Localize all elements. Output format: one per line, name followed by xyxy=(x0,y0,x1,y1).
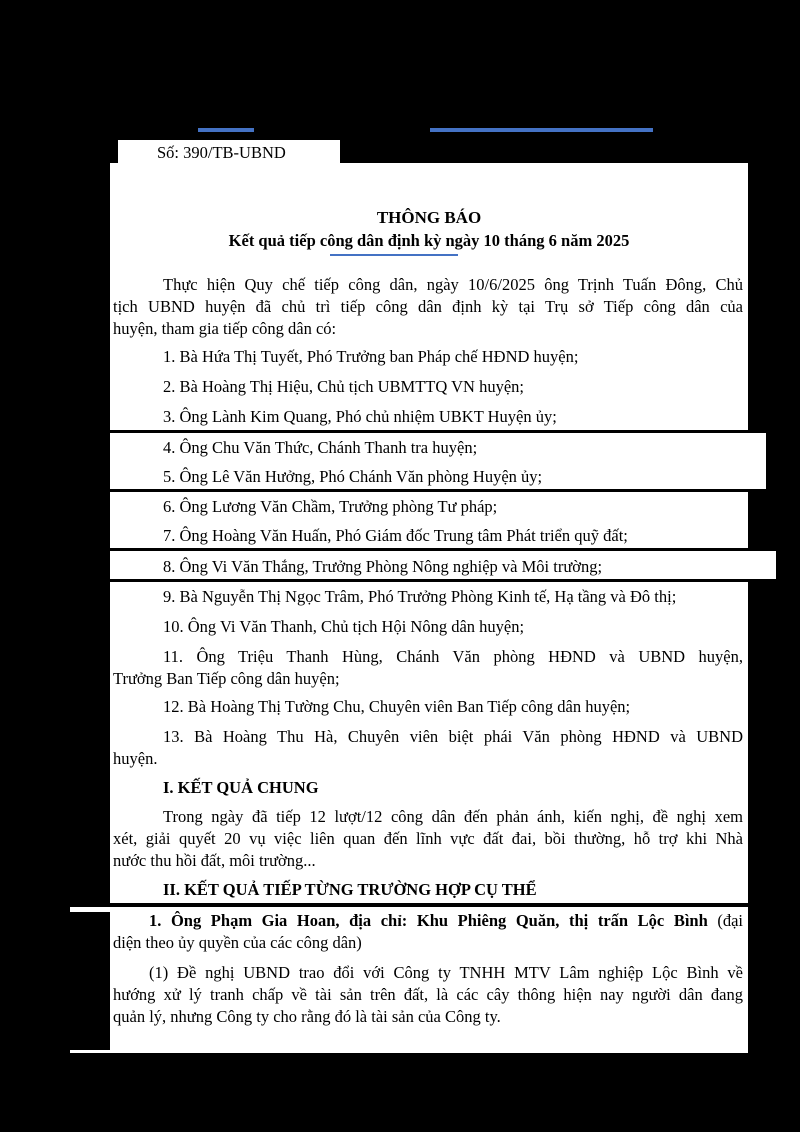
participant-11 xyxy=(113,646,743,690)
case-1-line-1 xyxy=(113,910,743,932)
notice-subtitle: Kết quả tiếp công dân định kỳ ngày 10 tháng 6 năm 2025 xyxy=(228,231,630,250)
section-1-heading: I. KẾT QUẢ CHUNG xyxy=(163,778,319,797)
request-line-1: (1) Đề nghị UBND trao đổi với Công ty TNHH MTV Lâm nghiệp Lộc Bình về xyxy=(149,963,743,982)
intro-line-1: Thực hiện Quy chế tiếp công dân, ngày 10/6/2025 ông Trịnh Tuấn Đông, Chủ xyxy=(163,275,743,294)
document-number: Số: 390/TB-UBND xyxy=(157,143,286,162)
case-1-name: 1. Ông Phạm Gia Hoan, địa chỉ: Khu Phiêng Quăn, thị trấn Lộc Bình xyxy=(149,911,708,930)
participant-9: 9. Bà Nguyễn Thị Ngọc Trâm, Phó Trưởng Phòng Kinh tế, Hạ tầng và Đô thị; xyxy=(163,587,677,606)
participant-8: 8. Ông Vi Văn Thắng, Trưởng Phòng Nông nghiệp và Môi trường; xyxy=(163,557,603,576)
left-margin-block xyxy=(70,912,110,1050)
participant-12: 12. Bà Hoàng Thị Tường Chu, Chuyên viên Ban Tiếp công dân huyện; xyxy=(163,697,631,716)
case-1-suffix: (đại xyxy=(707,911,744,930)
section-2-heading: II. KẾT QUẢ TIẾP TỪNG TRƯỜNG HỢP CỤ THỂ xyxy=(163,880,537,899)
intro-paragraph xyxy=(113,274,743,340)
section-1-paragraph xyxy=(113,806,743,872)
participant-1: 1. Bà Hứa Thị Tuyết, Phó Trưởng ban Pháp chế HĐND huyện; xyxy=(163,347,579,366)
participant-13-line-1: 13. Bà Hoàng Thu Hà, Chuyên viên biệt phái Văn phòng HĐND và UBND xyxy=(163,727,743,746)
intro-line-3: huyện, tham gia tiếp công dân có: xyxy=(113,319,337,338)
participant-11-line-2: Trưởng Ban Tiếp công dân huyện; xyxy=(113,669,340,688)
case-1-line-2: diện theo ủy quyền của các công dân) xyxy=(113,933,362,952)
title-underline xyxy=(330,254,458,256)
intro-line-2: tịch UBND huyện đã chủ trì tiếp công dân định kỳ tại Trụ sở Tiếp công dân của xyxy=(113,297,743,316)
section-1-line-1: Trong ngày đã tiếp 12 lượt/12 công dân đến phản ánh, kiến nghị, đề nghị xem xyxy=(163,807,743,826)
notice-title: THÔNG BÁO xyxy=(376,208,482,227)
participant-13-line-2: huyện. xyxy=(113,749,158,768)
participant-6: 6. Ông Lương Văn Chầm, Trưởng phòng Tư pháp; xyxy=(163,497,498,516)
header-rule-right xyxy=(430,128,653,132)
participant-7: 7. Ông Hoàng Văn Huấn, Phó Giám đốc Trung tâm Phát triển quỹ đất; xyxy=(163,526,628,545)
case-1-paragraph xyxy=(113,910,743,954)
participant-2: 2. Bà Hoàng Thị Hiệu, Chủ tịch UBMTTQ VN huyện; xyxy=(163,377,524,396)
case-1-request xyxy=(113,962,743,1028)
participant-11-line-1: 11. Ông Triệu Thanh Hùng, Chánh Văn phòng HĐND và UBND huyện, xyxy=(163,647,743,666)
header-rule-left xyxy=(198,128,254,132)
section-1-line-2: xét, giải quyết 20 vụ việc liên quan đến lĩnh vực đất đai, bồi thường, hỗ trợ khi Nhà xyxy=(113,829,743,848)
section-1-line-3: nước thu hồi đất, môi trường... xyxy=(113,851,316,870)
request-line-3: quản lý, nhưng Công ty cho rằng đó là tài sản của Công ty. xyxy=(113,1007,501,1026)
participant-3: 3. Ông Lành Kim Quang, Phó chủ nhiệm UBKT Huyện ủy; xyxy=(163,407,557,426)
participant-10: 10. Ông Vi Văn Thanh, Chủ tịch Hội Nông dân huyện; xyxy=(163,617,525,636)
participant-13 xyxy=(113,726,743,770)
request-line-2: hướng xử lý tranh chấp về tài sản trên đất, là các cây thông hiện nay người dân đang xyxy=(113,985,743,1004)
participant-5: 5. Ông Lê Văn Hưởng, Phó Chánh Văn phòng Huyện ủy; xyxy=(163,467,543,486)
participant-4: 4. Ông Chu Văn Thức, Chánh Thanh tra huyện; xyxy=(163,438,478,457)
